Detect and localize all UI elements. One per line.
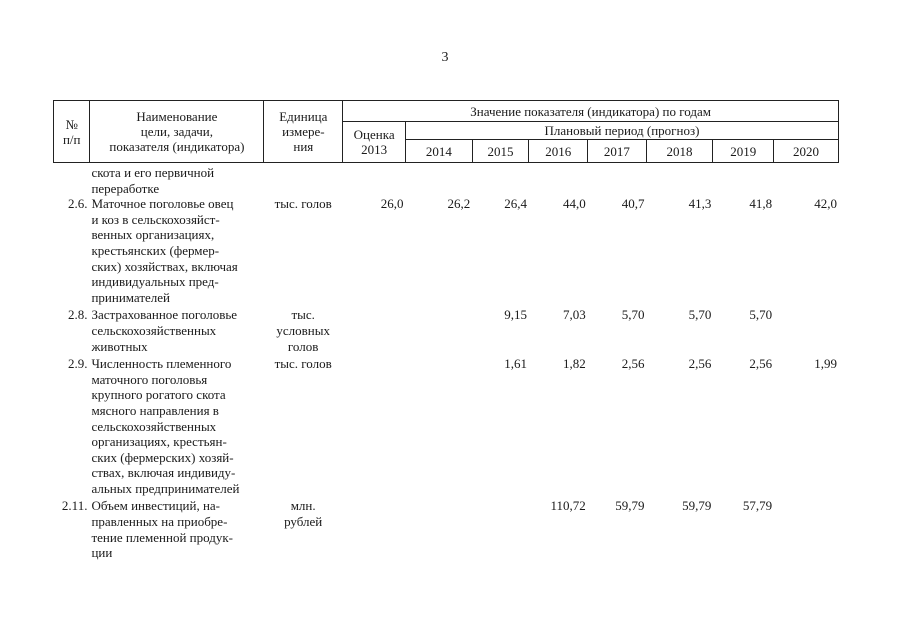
indicator-name-line: Объем инвестиций, на- (91, 498, 221, 514)
value-2015: 1,61 (504, 356, 528, 372)
indicator-name-line: сельскохозяйственных (91, 418, 217, 434)
indicator-name-line: скота и его первичной (91, 165, 215, 180)
header-year-2019: 2019 (713, 140, 774, 163)
value-2017: 5,70 (621, 307, 645, 323)
indicator-name-line: ствах, включая индивиду- (91, 465, 236, 481)
table-row (53, 498, 839, 560)
value-2018: 59,79 (682, 498, 712, 514)
indicator-name-line: ции (91, 545, 113, 561)
header-year-2018: 2018 (646, 140, 713, 163)
value-2020 (774, 307, 839, 354)
header-estimate: Оценка 2013 (343, 122, 406, 163)
unit-line: голов (287, 338, 319, 354)
value-2015 (472, 165, 529, 196)
value-2017: 59,79 (615, 498, 645, 514)
page-number: 3 (441, 50, 449, 65)
unit-line: тыс. (291, 307, 315, 323)
indicator-name (89, 307, 263, 354)
indicator-name-line: ских) хозяйствах, включая (91, 258, 238, 274)
unit-line: рублей (284, 514, 323, 530)
value-2019: 41,8 (749, 196, 773, 212)
table-row (53, 307, 839, 354)
indicator-name (89, 165, 263, 196)
value-2019: 5,70 (749, 307, 773, 323)
unit-line: тыс. голов (274, 196, 332, 212)
indicator-name-line: мясного направления в (91, 402, 219, 418)
indicator-name-line: тение племенной продук- (91, 529, 234, 545)
header-year-2020: 2020 (774, 140, 839, 163)
value-2019: 2,56 (749, 356, 773, 372)
header-year-2015: 2015 (472, 140, 529, 163)
indicator-name-line: и коз в сельскохозяйст- (91, 211, 220, 227)
unit-of-measure (264, 498, 343, 560)
value-2013 (343, 356, 406, 496)
value-2014 (405, 307, 472, 354)
indicator-name-line: организациях, крестьян- (91, 434, 227, 450)
value-2013: 26,0 (380, 196, 404, 212)
value-2018: 41,3 (688, 196, 712, 212)
value-2013 (343, 165, 406, 196)
indicator-table-body (53, 165, 839, 561)
header-plan-period: Плановый период (прогноз) (405, 122, 838, 140)
value-2015 (472, 498, 529, 560)
header-values-title: Значение показателя (индикатора) по годам (343, 101, 839, 122)
value-2013 (343, 498, 406, 560)
value-2019: 57,79 (742, 498, 773, 514)
value-2017: 2,56 (621, 356, 645, 372)
indicator-name-line: Маточное поголовье овец (91, 196, 234, 212)
indicator-name-line: Застрахованное поголовье (91, 307, 238, 323)
indicator-name-line: венных организациях, (91, 227, 215, 243)
value-2018: 2,56 (688, 356, 712, 372)
value-2014 (405, 498, 472, 560)
indicator-name-line: индивидуальных пред- (91, 274, 219, 290)
unit-of-measure (264, 356, 343, 496)
value-2017: 40,7 (621, 196, 645, 212)
indicator-name (89, 498, 263, 560)
table-row (53, 165, 839, 196)
value-2016 (529, 165, 588, 196)
indicator-name-line: Численность племенного (91, 356, 232, 372)
value-2016: 44,0 (563, 196, 586, 212)
value-2014: 26,2 (447, 196, 471, 212)
table-header (53, 100, 839, 163)
unit-line: млн. (290, 498, 316, 514)
value-2016: 1,82 (563, 356, 586, 372)
indicator-name-line: сельскохозяйственных (91, 322, 217, 338)
indicator-name-line: маточного поголовья (91, 371, 208, 387)
value-2018 (646, 165, 713, 196)
value-2016: 7,03 (563, 307, 586, 323)
indicator-name-line: принимателей (91, 289, 171, 305)
row-number: 2.8. (67, 307, 88, 323)
header-year-2017: 2017 (588, 140, 647, 163)
indicator-name-line: крупного рогатого скота (91, 387, 226, 403)
unit-of-measure (264, 196, 343, 305)
indicator-name-line: правленных на приобре- (91, 514, 228, 530)
header-col-name: Наименование цели, задачи, показателя (индикатора) (90, 101, 264, 163)
value-2014 (405, 356, 472, 496)
row-number (53, 165, 89, 196)
value-2016: 110,72 (550, 498, 586, 514)
value-2015: 9,15 (504, 307, 528, 323)
value-2020: 1,99 (814, 356, 837, 372)
value-2013 (343, 307, 406, 354)
value-2017 (588, 165, 647, 196)
indicator-name (89, 356, 263, 496)
row-number: 2.6. (67, 196, 88, 212)
indicator-name-line: переработке (91, 180, 160, 196)
value-2020: 42,0 (814, 196, 837, 212)
indicator-name (89, 196, 263, 305)
indicator-name-line: ских (фермерских) хозяй- (91, 449, 234, 465)
header-col-unit: Единица измере- ния (264, 101, 343, 163)
header-col-number: № п/п (54, 101, 90, 163)
unit-line: условных (276, 322, 330, 338)
value-2014 (405, 165, 472, 196)
header-year-2016: 2016 (529, 140, 588, 163)
value-2015: 26,4 (504, 196, 528, 212)
unit-of-measure (264, 307, 343, 354)
table-row (53, 196, 839, 305)
value-2019 (713, 165, 774, 196)
indicator-name-line: крестьянских (фермер- (91, 242, 220, 258)
value-2020 (774, 498, 839, 560)
value-2018: 5,70 (688, 307, 712, 323)
row-number: 2.11. (61, 498, 88, 514)
table-row (53, 356, 839, 496)
unit-of-measure (264, 165, 343, 196)
value-2020 (774, 165, 839, 196)
indicator-name-line: животных (91, 338, 148, 354)
row-number: 2.9. (67, 356, 88, 372)
unit-line: тыс. голов (274, 356, 332, 372)
indicator-name-line: альных предпринимателей (91, 480, 240, 496)
header-year-2014: 2014 (405, 140, 472, 163)
